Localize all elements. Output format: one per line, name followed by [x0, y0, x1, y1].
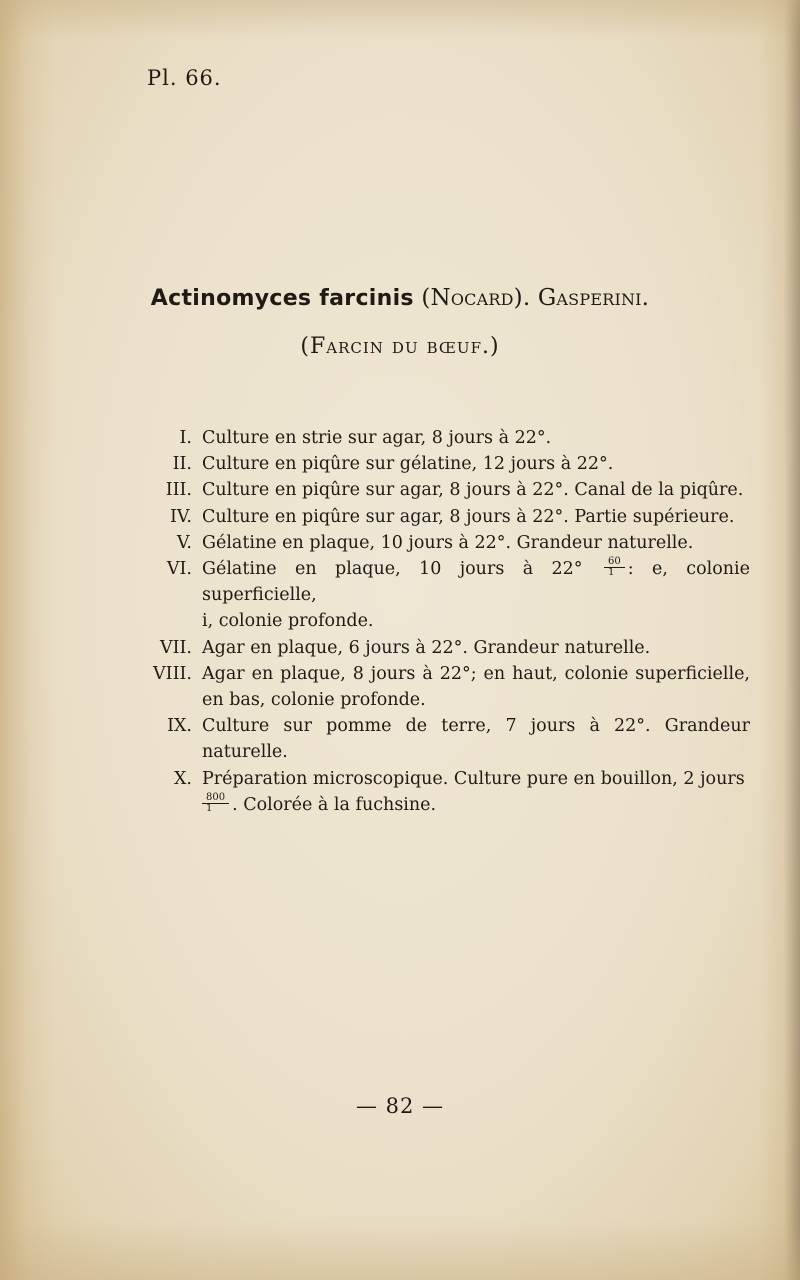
- legend-item-4: [150, 504, 750, 530]
- legend-numeral: IV.: [169, 506, 192, 527]
- magnification-fraction: [604, 557, 625, 578]
- legend-numeral: IX.: [167, 716, 192, 737]
- legend-text: [202, 766, 750, 818]
- author-name: Nocard: [430, 285, 514, 311]
- legend-numeral: VI.: [166, 559, 192, 580]
- legend-item-7: [150, 635, 750, 661]
- legend-text-before-fraction: Gélatine en plaque, 10 jours à 22°: [202, 559, 583, 580]
- legend-text: Culture sur pomme de terre, 7 jours à 22°. Grandeur naturelle.: [202, 716, 750, 763]
- legend-text-line2: i, colonie profonde.: [202, 611, 374, 632]
- legend-item-8: [150, 661, 750, 713]
- figure-legend-list: [150, 425, 750, 818]
- legend-text: Culture en piqûre sur agar, 8 jours à 22°. Partie supérieure.: [202, 506, 735, 527]
- page-edge-shadow-left: [0, 0, 55, 1280]
- legend-text: Culture en strie sur agar, 8 jours à 22°.: [202, 428, 552, 448]
- legend-text-main: Préparation microscopique. Culture pure en bouillon, 2 jours: [202, 768, 745, 789]
- legend-item-6: [150, 556, 750, 635]
- fraction-numerator: 60: [604, 557, 625, 568]
- legend-item-2: [150, 451, 750, 477]
- legend-item-9: [150, 713, 750, 765]
- second-author-name: Gasperini.: [537, 285, 650, 311]
- legend-text: Gélatine en plaque, 10 jours à 22°. Grandeur naturelle.: [202, 532, 694, 553]
- fraction-denominator: 1: [607, 567, 615, 579]
- legend-text: Culture en piqûre sur agar, 8 jours à 22°. Canal de la piqûre.: [202, 480, 744, 501]
- legend-item-10: [150, 766, 750, 818]
- species-name: Actinomyces farcinis: [150, 286, 414, 311]
- fraction-denominator: 1: [206, 802, 213, 814]
- legend-text-after-fraction: : e, colonie superficielle,: [202, 559, 750, 606]
- plate-title: [0, 285, 800, 311]
- legend-numeral: VIII.: [153, 663, 192, 684]
- legend-numeral: II.: [172, 454, 192, 475]
- page-edge-shadow-top: [0, 0, 800, 40]
- author-open-paren: (: [421, 285, 431, 311]
- legend-text: [202, 556, 750, 635]
- legend-text-after-fraction: . Colorée à la fuchsine.: [232, 794, 437, 815]
- author-close-paren: ).: [513, 285, 531, 311]
- plate-number: Pl. 66.: [147, 66, 222, 90]
- legend-item-5: [150, 530, 750, 556]
- legend-item-1: [150, 425, 750, 451]
- legend-numeral: X.: [173, 768, 192, 789]
- legend-numeral: VII.: [159, 637, 192, 658]
- fraction-numerator: 800: [202, 793, 229, 804]
- legend-item-3: [150, 477, 750, 503]
- magnification-fraction: [202, 793, 229, 814]
- plate-subtitle: (Farcin du bœuf.): [300, 334, 500, 359]
- page-number: — 82 —: [355, 1094, 445, 1118]
- legend-numeral: I.: [179, 428, 192, 448]
- legend-numeral: III.: [165, 480, 192, 501]
- legend-text: Agar en plaque, 6 jours à 22°. Grandeur naturelle.: [202, 637, 651, 658]
- legend-text: Agar en plaque, 8 jours à 22°; en haut, colonie superficielle, en bas, colonie profonde.: [202, 663, 750, 711]
- page-edge-shadow-right: [760, 0, 800, 1280]
- legend-numeral: V.: [176, 532, 192, 553]
- legend-text: Culture en piqûre sur gélatine, 12 jours à 22°.: [202, 454, 614, 475]
- page-edge-shadow-bottom: [0, 1220, 800, 1280]
